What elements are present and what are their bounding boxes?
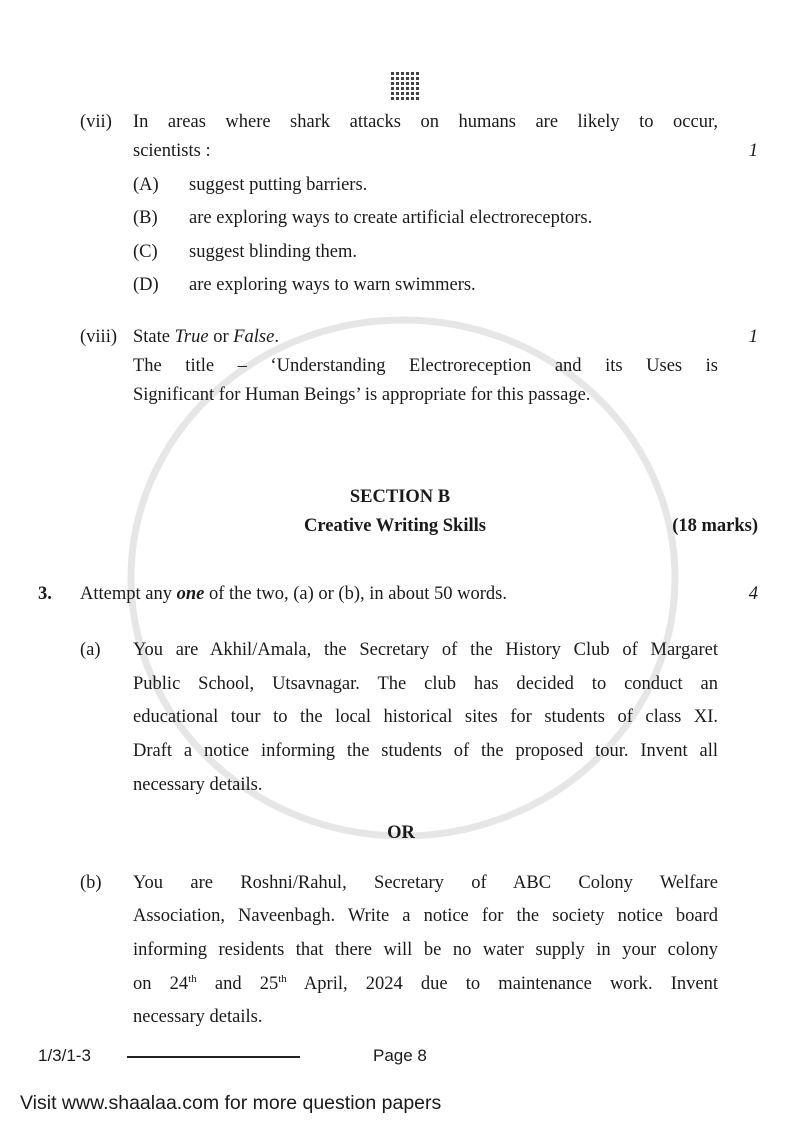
q8-dot: .	[274, 327, 279, 347]
q8-text-line2: Significant for Human Beings’ is appropriate for this passage.	[133, 385, 591, 405]
section-subtitle: Creative Writing Skills	[304, 516, 486, 536]
q7-option-label: (D)	[133, 275, 159, 295]
q7-option-text: suggest putting barriers.	[189, 175, 368, 195]
q3b-text: April, 2024 due to maintenance work. Invent	[286, 974, 718, 994]
q3b-sup: th	[278, 972, 287, 985]
q3a-line: Public School, Utsavnagar. The club has decided to conduct an	[133, 674, 718, 694]
q8-state: State	[133, 327, 175, 347]
q3b-sup: th	[188, 972, 197, 985]
q3b-line: informing residents that there will be no water supply in your colony	[133, 940, 718, 960]
q3b-line: You are Roshni/Rahul, Secretary of ABC Colony Welfare	[133, 873, 718, 893]
q7-option-text: suggest blinding them.	[189, 242, 358, 262]
q7-marks: 1	[748, 141, 758, 161]
qr-code-icon	[391, 72, 419, 100]
q8-number: (viii)	[80, 327, 117, 347]
q3a-line: educational tour to the local historical sites for students of class XI.	[133, 707, 718, 727]
q3-one: one	[176, 584, 205, 604]
q7-option-label: (A)	[133, 175, 159, 195]
q3-post: of the two, (a) or (b), in about 50 words.	[204, 584, 507, 604]
q3a-line: You are Akhil/Amala, the Secretary of the History Club of Margaret	[133, 640, 718, 660]
q8-false: False	[233, 327, 275, 347]
q7-text-line2: scientists :	[133, 141, 211, 161]
q3b-line	[133, 973, 718, 995]
footer-code: 1/3/1-3	[38, 1046, 91, 1065]
q7-option-text: are exploring ways to create artificial electroreceptors.	[189, 208, 593, 228]
or-divider: OR	[387, 823, 415, 843]
q7-text-line1: In areas where shark attacks on humans are likely to occur,	[133, 112, 718, 132]
q3a-line: necessary details.	[133, 775, 263, 795]
q7-number: (vii)	[80, 112, 112, 132]
q3-pre: Attempt any	[80, 584, 177, 604]
section-marks: (18 marks)	[672, 516, 758, 536]
q7-option-text: are exploring ways to warn swimmers.	[189, 275, 476, 295]
q3-number: 3.	[38, 584, 52, 604]
q8-text-line1: The title – ‘Understanding Electroreception and its Uses is	[133, 356, 718, 376]
q3-instruction	[80, 583, 507, 605]
q3a-label: (a)	[80, 640, 101, 660]
q7-option-label: (C)	[133, 242, 158, 262]
q3b-line: Association, Naveenbagh. Write a notice for the society notice board	[133, 906, 718, 926]
q8-or: or	[208, 327, 234, 347]
q3b-label: (b)	[80, 873, 102, 893]
section-title: SECTION B	[349, 487, 451, 507]
footer-rule	[127, 1056, 300, 1058]
q3b-text: on 24	[133, 974, 189, 994]
q3-marks: 4	[748, 584, 758, 604]
footer-visit-link[interactable]: Visit www.shaalaa.com for more question papers	[20, 1092, 442, 1114]
q8-true: True	[174, 327, 209, 347]
q3b-line: necessary details.	[133, 1007, 263, 1027]
q3b-text: and 25	[196, 974, 279, 994]
q7-option-label: (B)	[133, 208, 158, 228]
q8-marks: 1	[748, 327, 758, 347]
q8-instruction	[133, 326, 279, 348]
q3a-line: Draft a notice informing the students of the proposed tour. Invent all	[133, 741, 718, 761]
footer-page: Page 8	[373, 1046, 427, 1065]
